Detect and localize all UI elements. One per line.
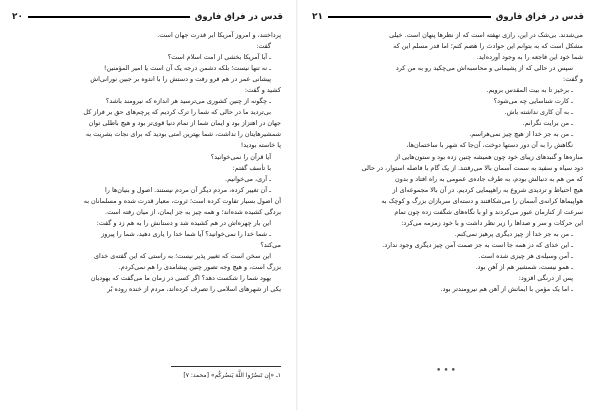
text-line: ـ چگونه از چنین کشوری می‌ترسید هر اندازه که نیرومند باشد؟ — [105, 97, 271, 106]
text-line: سپس در حالی که از پشیمانی و محاسبه‌اش می‌چکید رو به من کرد — [395, 64, 573, 73]
text-line: بی‌تردید ما در حالی که شما را ترک کردیم که پرچم‌های حق بر فراز کل — [83, 108, 271, 117]
text-line: ـ آیا آمریکا بخشی از امت اسلام است؟ — [167, 53, 271, 62]
text-line: سرعت از کنارمان عبور می‌کردند و او با نگاه‌های شگفت زده چون تمام — [394, 207, 583, 216]
text-line: ـ من به جز خدا از هیچ چیز نمی‌هراسم. — [469, 130, 573, 139]
text-line: ـ اما یک مؤمن با ایمانش از آهن هم نیرومندتر بود. — [440, 285, 573, 294]
header-rule — [328, 16, 491, 18]
text-line: مناره‌ها و گنبدهای زیبای خود چون همیشه چنین زده بود و ستون‌هایی از — [395, 152, 583, 161]
text-line: که من هم به دنبالش بودم، به طرف جاده‌ی عمومی به راه افتاد و بدون — [395, 174, 583, 183]
text-line: این حرکات و سر و صداها را زیر نظر داشت و با خود زمزمه می‌کرد: — [401, 218, 583, 227]
text-line: نگاهش را به آن دور دستها دوخت، آن‌جا که شهر با ساختمان‌ها، — [406, 141, 573, 150]
text-line: بزرگ است، و هیچ وجه تصور چنین پیشامدی را هم نمی‌کردم. — [118, 262, 281, 271]
text-line: پس از درنگی افزود: — [518, 274, 573, 283]
text-line: کشید و گفت: — [244, 86, 281, 95]
page-body — [314, 30, 583, 295]
text-line: ـ همو نیست، شمشیر هم از آهن بود. — [475, 262, 573, 271]
section-end-mark: ••• — [436, 366, 458, 376]
text-line: هیچ احتیاط و تردیدی شروع به راهپیمایی کردیم. در آن بالا مجموعه‌ای از — [392, 185, 583, 194]
text-line: پرداختند، و امروز آمریکا ابر قدرت جهان است. — [157, 31, 281, 39]
text-line: ـ به آن کاری نداشته باش. — [504, 108, 573, 117]
text-line: این بار چهره‌اش در هم کشیده شد و دستانش را به هم زد و گفت: — [96, 218, 271, 227]
text-line: هواپیماها کرانه‌ی آسمان را می‌شکافتند و دسته‌ای سربازان بزرگ و کوچک به — [381, 196, 583, 205]
text-line: می‌شدند. بی‌شک در این، رازی نهفته است که از نظرها پنهان است. خیلی — [389, 31, 583, 39]
text-line: و گفت: — [563, 75, 583, 84]
text-line: ـ آن تغییر کرده، مردم دیگر آن مردم نیستند. اصول و بنیان‌ها را — [105, 185, 271, 194]
running-title: قدس در فراق فاروق — [495, 12, 584, 22]
text-line: ـ من به جز خدا از چیز دیگری پرهیز نمی‌کنم. — [454, 229, 573, 238]
text-line: جهان در اهتزاز بود و ایمان شما از تمام دنیا قوی‌تر بود و هیچ باطلی توان — [88, 119, 281, 128]
text-line: یهود شما را شکست دهد؟ اگر کسی در زمان ما می‌گفت که یهودیان — [90, 274, 271, 283]
page-header — [12, 10, 283, 24]
right-page — [298, 0, 596, 410]
text-line: ـ نه تنها نیست؛ بلکه دشمن درجه یک آن است یا امیر المؤمنین! — [103, 64, 271, 73]
page-header — [312, 10, 584, 24]
text-line: ـ این خدای که در همه جا است به جز صمت آمن چیز دیگری وجود ندارد. — [382, 240, 573, 249]
text-line: بردگی کشیده شده‌اند؛ و همه چیز به جز ایمان، از میان رفته است. — [105, 207, 281, 216]
running-title: قدس در فراق فاروق — [194, 12, 283, 22]
page-number: ۲۰ — [12, 12, 23, 22]
header-rule — [28, 16, 190, 18]
footnote: ۱ـ «إِن تَنصُرُوا اللَّهَ یَنصُرکُم» [محمد: ۷] — [183, 372, 281, 379]
footnote-rule — [171, 366, 281, 367]
text-line: ـ آمن وسیله‌ی هر چیزی شده است. — [478, 251, 573, 260]
text-line: آیا قرآن را نمی‌خوانید؟ — [210, 152, 271, 161]
text-line: ـ کارت شناسایی چه می‌شود؟ — [493, 97, 573, 106]
text-line: ـ برخیز تا به بیت المقدس برویم. — [486, 86, 573, 95]
text-line: دود سیاه و سفید به سمت آسمان بالا می‌رفتند. از یک گام با فاصله استوار، در حالی — [361, 163, 583, 172]
text-line: یکی از شهرهای اسلامی را تصرف کرده‌اند، مردم از خنده روده بُر — [107, 285, 281, 294]
text-line: گفت: — [256, 42, 271, 51]
text-line: با تأسف گفتم: — [232, 163, 271, 172]
text-line: ـ من برایت نگرانم. — [522, 119, 573, 128]
text-line: آن اصول بسیار تفاوت کرده است؛ ثروت، معیار قدرت شده و مسلمانان به — [83, 196, 281, 205]
text-line: ـ شما خدا را نمی‌خوانید؟ آیا شما خدا را یاری دهید، شما را پیروز — [101, 229, 271, 238]
text-line: می‌کند؟ — [260, 240, 281, 249]
text-line: پا خاسته بودید! — [240, 141, 281, 150]
page-number: ۲۱ — [312, 12, 323, 22]
text-line: این سخن است که تغییر پذیر نیست؛ به راستی که این گفته‌ی خدای — [94, 251, 271, 260]
text-line: مشکل است که به بتوانم این حوادث را هضم کنم؛ اما قدر مسلم این که — [393, 42, 583, 51]
page-body — [13, 30, 281, 295]
text-line: شمشیرهایتان را نداشت، شما بهترین امتی بودید که برای نجات بشریت به — [85, 130, 281, 139]
text-line: پیشانی عمر در هم فرو رفت و دستش را با اندوه بر جبین نورانی‌اش — [90, 75, 271, 84]
text-line: ـ آری، می‌خوانیم. — [225, 174, 271, 183]
text-line: شما خود این فاجعه را به وجود آورده‌اید. — [476, 53, 583, 62]
